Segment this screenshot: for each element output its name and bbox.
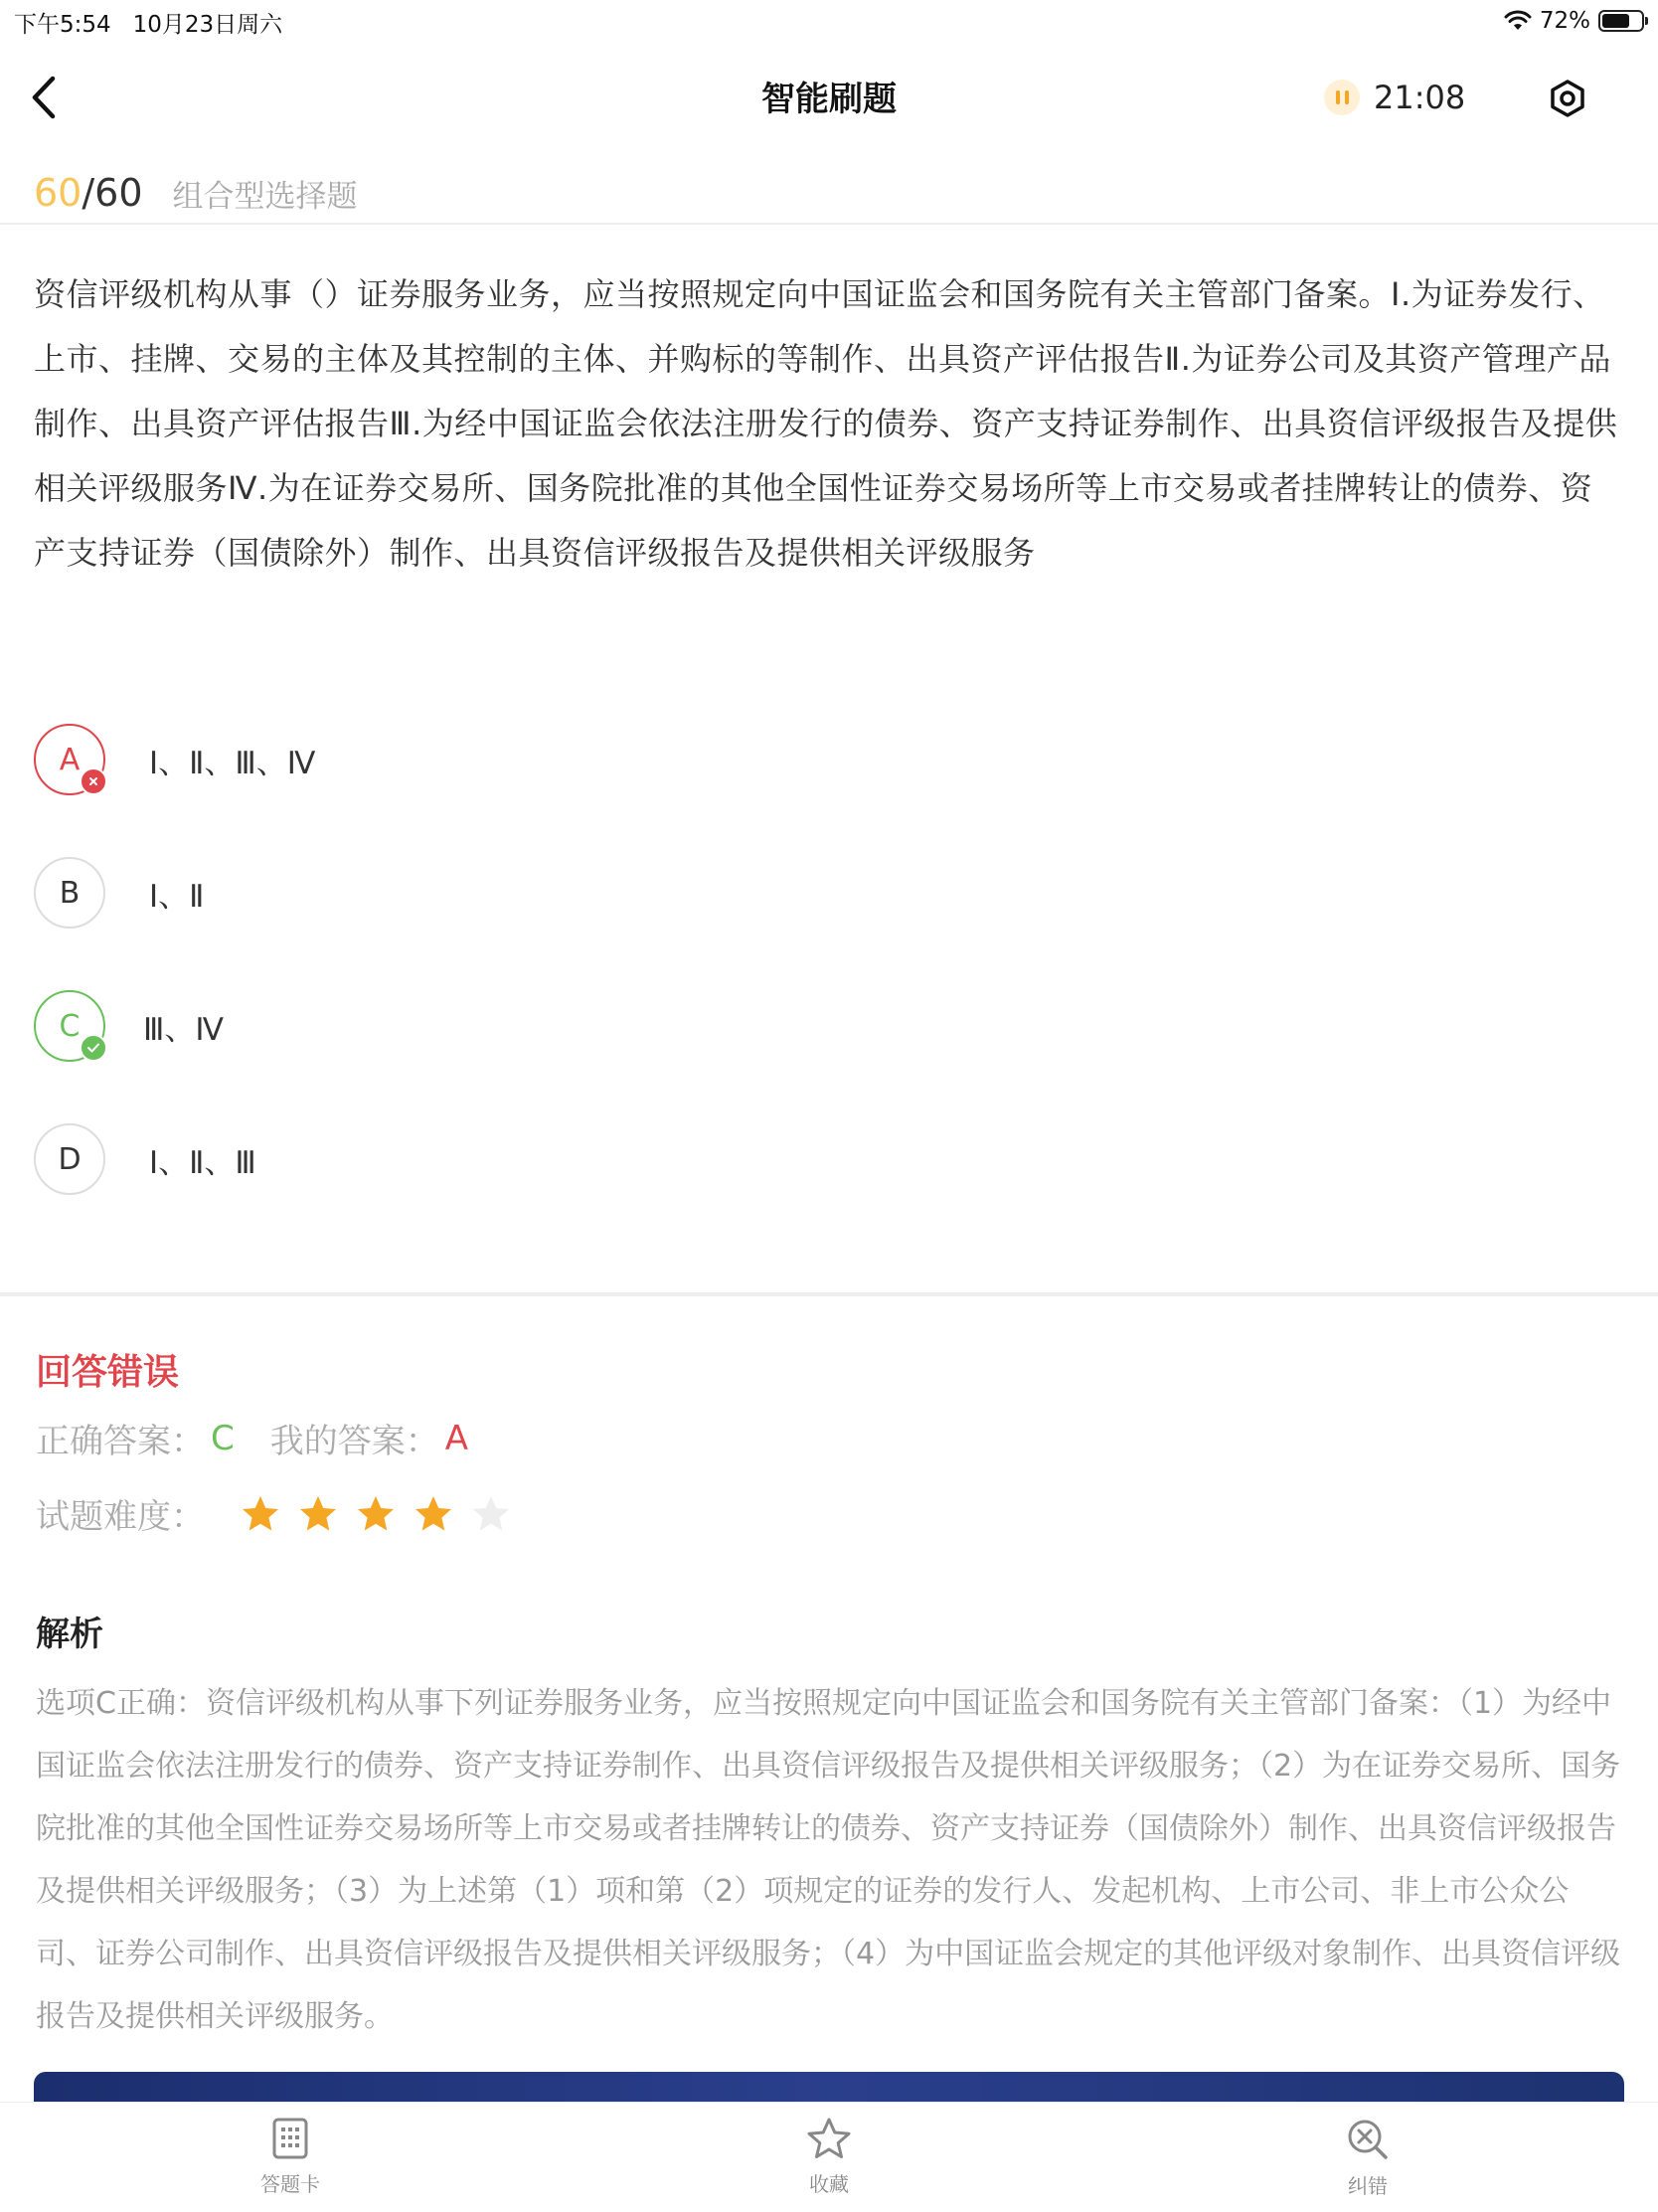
- option-a-text: Ⅰ、Ⅱ、Ⅲ、Ⅳ: [149, 745, 316, 781]
- option-d-letter: D: [58, 1141, 82, 1177]
- status-bar: [0, 0, 1658, 42]
- star-filled-icon: [241, 1494, 280, 1534]
- option-c-circle[interactable]: [34, 990, 105, 1062]
- nav-bar: [0, 42, 1658, 153]
- tab-report-error[interactable]: [1268, 2117, 1467, 2199]
- status-time-text: 下午5:54: [14, 12, 111, 38]
- option-b-text: Ⅰ、Ⅱ: [149, 878, 205, 915]
- analysis-title: 解析: [36, 1615, 103, 1654]
- tab-answer-card[interactable]: [191, 2117, 390, 2197]
- analysis-text: 选项C正确：资信评级机构从事下列证券服务业务，应当按照规定向中国证监会和国务院有关主管部门备案：（1）为经中国证监会依法注册发行的债券、资产支持证券制作、出具资信评级报告及提供相关评级服务；（2）为在证券交易所、国务院批准的其他全国性证券交易场所等上市交易或者挂牌转让的债券、资产支持证券（国债除外）制作、出具资信评级报告及提供相关评级服务；（3）为上述第（1）项和第（2）项规定的证券的发行人、发起机构、上市公司、非上市公众公司、证券公司制作、出具资信评级报告及提供相关评级服务；（4）为中国证监会规定的其他评级对象制作、出具资信评级报告及提供相关评级服务。: [36, 1686, 1621, 2034]
- star-outline-icon: [806, 2117, 852, 2160]
- question-stem: 资信评级机构从事（）证券服务业务，应当按照规定向中国证监会和国务院有关主管部门备案。Ⅰ.为证券发行、上市、挂牌、交易的主体及其控制的主体、并购标的等制作、出具资产评估报告Ⅱ.为证券公司及其资产管理产品制作、出具资产评估报告Ⅲ.为经中国证监会依法注册发行的债券、资产支持证券制作、出具资信评级报告及提供相关评级服务Ⅳ.为在证券交易所、国务院批准的其他全国性证券交易场所等上市交易或者挂牌转让的债券、资产支持证券（国债除外）制作、出具资信评级报告及提供相关评级服务: [34, 275, 1618, 572]
- correct-answer-value: C: [211, 1418, 235, 1458]
- report-error-icon: [1345, 2117, 1391, 2162]
- question-separator: /: [82, 171, 95, 215]
- option-b-letter: B: [59, 875, 81, 911]
- bottom-tab-bar: [0, 2102, 1658, 2212]
- correct-answer-label: 正确答案：: [36, 1422, 205, 1461]
- check-mark-icon: [80, 1034, 107, 1062]
- tab-favorite-label: 收藏: [809, 2172, 849, 2196]
- option-c-text: Ⅲ、Ⅳ: [143, 1011, 224, 1048]
- tab-favorite[interactable]: [730, 2117, 928, 2197]
- wifi-icon: [1504, 10, 1532, 32]
- settings-button[interactable]: [1543, 74, 1592, 123]
- battery-percent: 72%: [1539, 8, 1590, 34]
- difficulty-row: [36, 1489, 511, 1538]
- question-current-number: 60: [34, 171, 83, 215]
- question-total-number: 60: [94, 171, 143, 215]
- answer-row: [36, 1414, 468, 1462]
- option-d[interactable]: [34, 1119, 1624, 1199]
- star-filled-icon: [298, 1494, 338, 1534]
- battery-fill: [1602, 14, 1629, 28]
- status-right: [1504, 4, 1644, 38]
- section-divider: [0, 1292, 1658, 1296]
- settings-icon: [1548, 79, 1587, 118]
- star-filled-icon: [414, 1494, 453, 1534]
- result-title: 回答错误: [36, 1352, 180, 1393]
- question-type: 组合型选择题: [172, 178, 358, 215]
- status-time: [14, 6, 282, 39]
- option-a[interactable]: [34, 720, 1624, 799]
- status-date-text: 10月23日周六: [132, 12, 283, 38]
- difficulty-label: 试题难度：: [36, 1497, 205, 1537]
- my-answer-label: 我的答案：: [269, 1422, 439, 1461]
- star-filled-icon: [356, 1494, 396, 1534]
- option-c[interactable]: [34, 986, 1624, 1066]
- option-c-letter: C: [59, 1008, 81, 1044]
- option-a-circle[interactable]: [34, 724, 105, 795]
- timer[interactable]: [1324, 72, 1465, 123]
- wrong-mark-icon: [80, 767, 107, 795]
- my-answer-value: A: [444, 1418, 469, 1458]
- difficulty-stars: [241, 1494, 511, 1534]
- timer-text: 21:08: [1374, 79, 1466, 116]
- option-b-circle[interactable]: [34, 857, 105, 929]
- divider: [0, 223, 1658, 225]
- answer-card-icon: [271, 2117, 309, 2160]
- star-empty-icon: [471, 1494, 511, 1534]
- tab-report-error-label: 纠错: [1348, 2174, 1388, 2198]
- option-b[interactable]: [34, 853, 1624, 933]
- tab-answer-card-label: 答题卡: [260, 2172, 320, 2196]
- option-d-circle[interactable]: [34, 1123, 105, 1195]
- option-a-letter: A: [59, 742, 81, 777]
- page-title: 智能刷题: [761, 80, 897, 119]
- pause-icon[interactable]: [1324, 80, 1360, 115]
- question-header: [34, 163, 358, 223]
- option-d-text: Ⅰ、Ⅱ、Ⅲ: [149, 1144, 256, 1181]
- battery-icon: [1598, 10, 1644, 32]
